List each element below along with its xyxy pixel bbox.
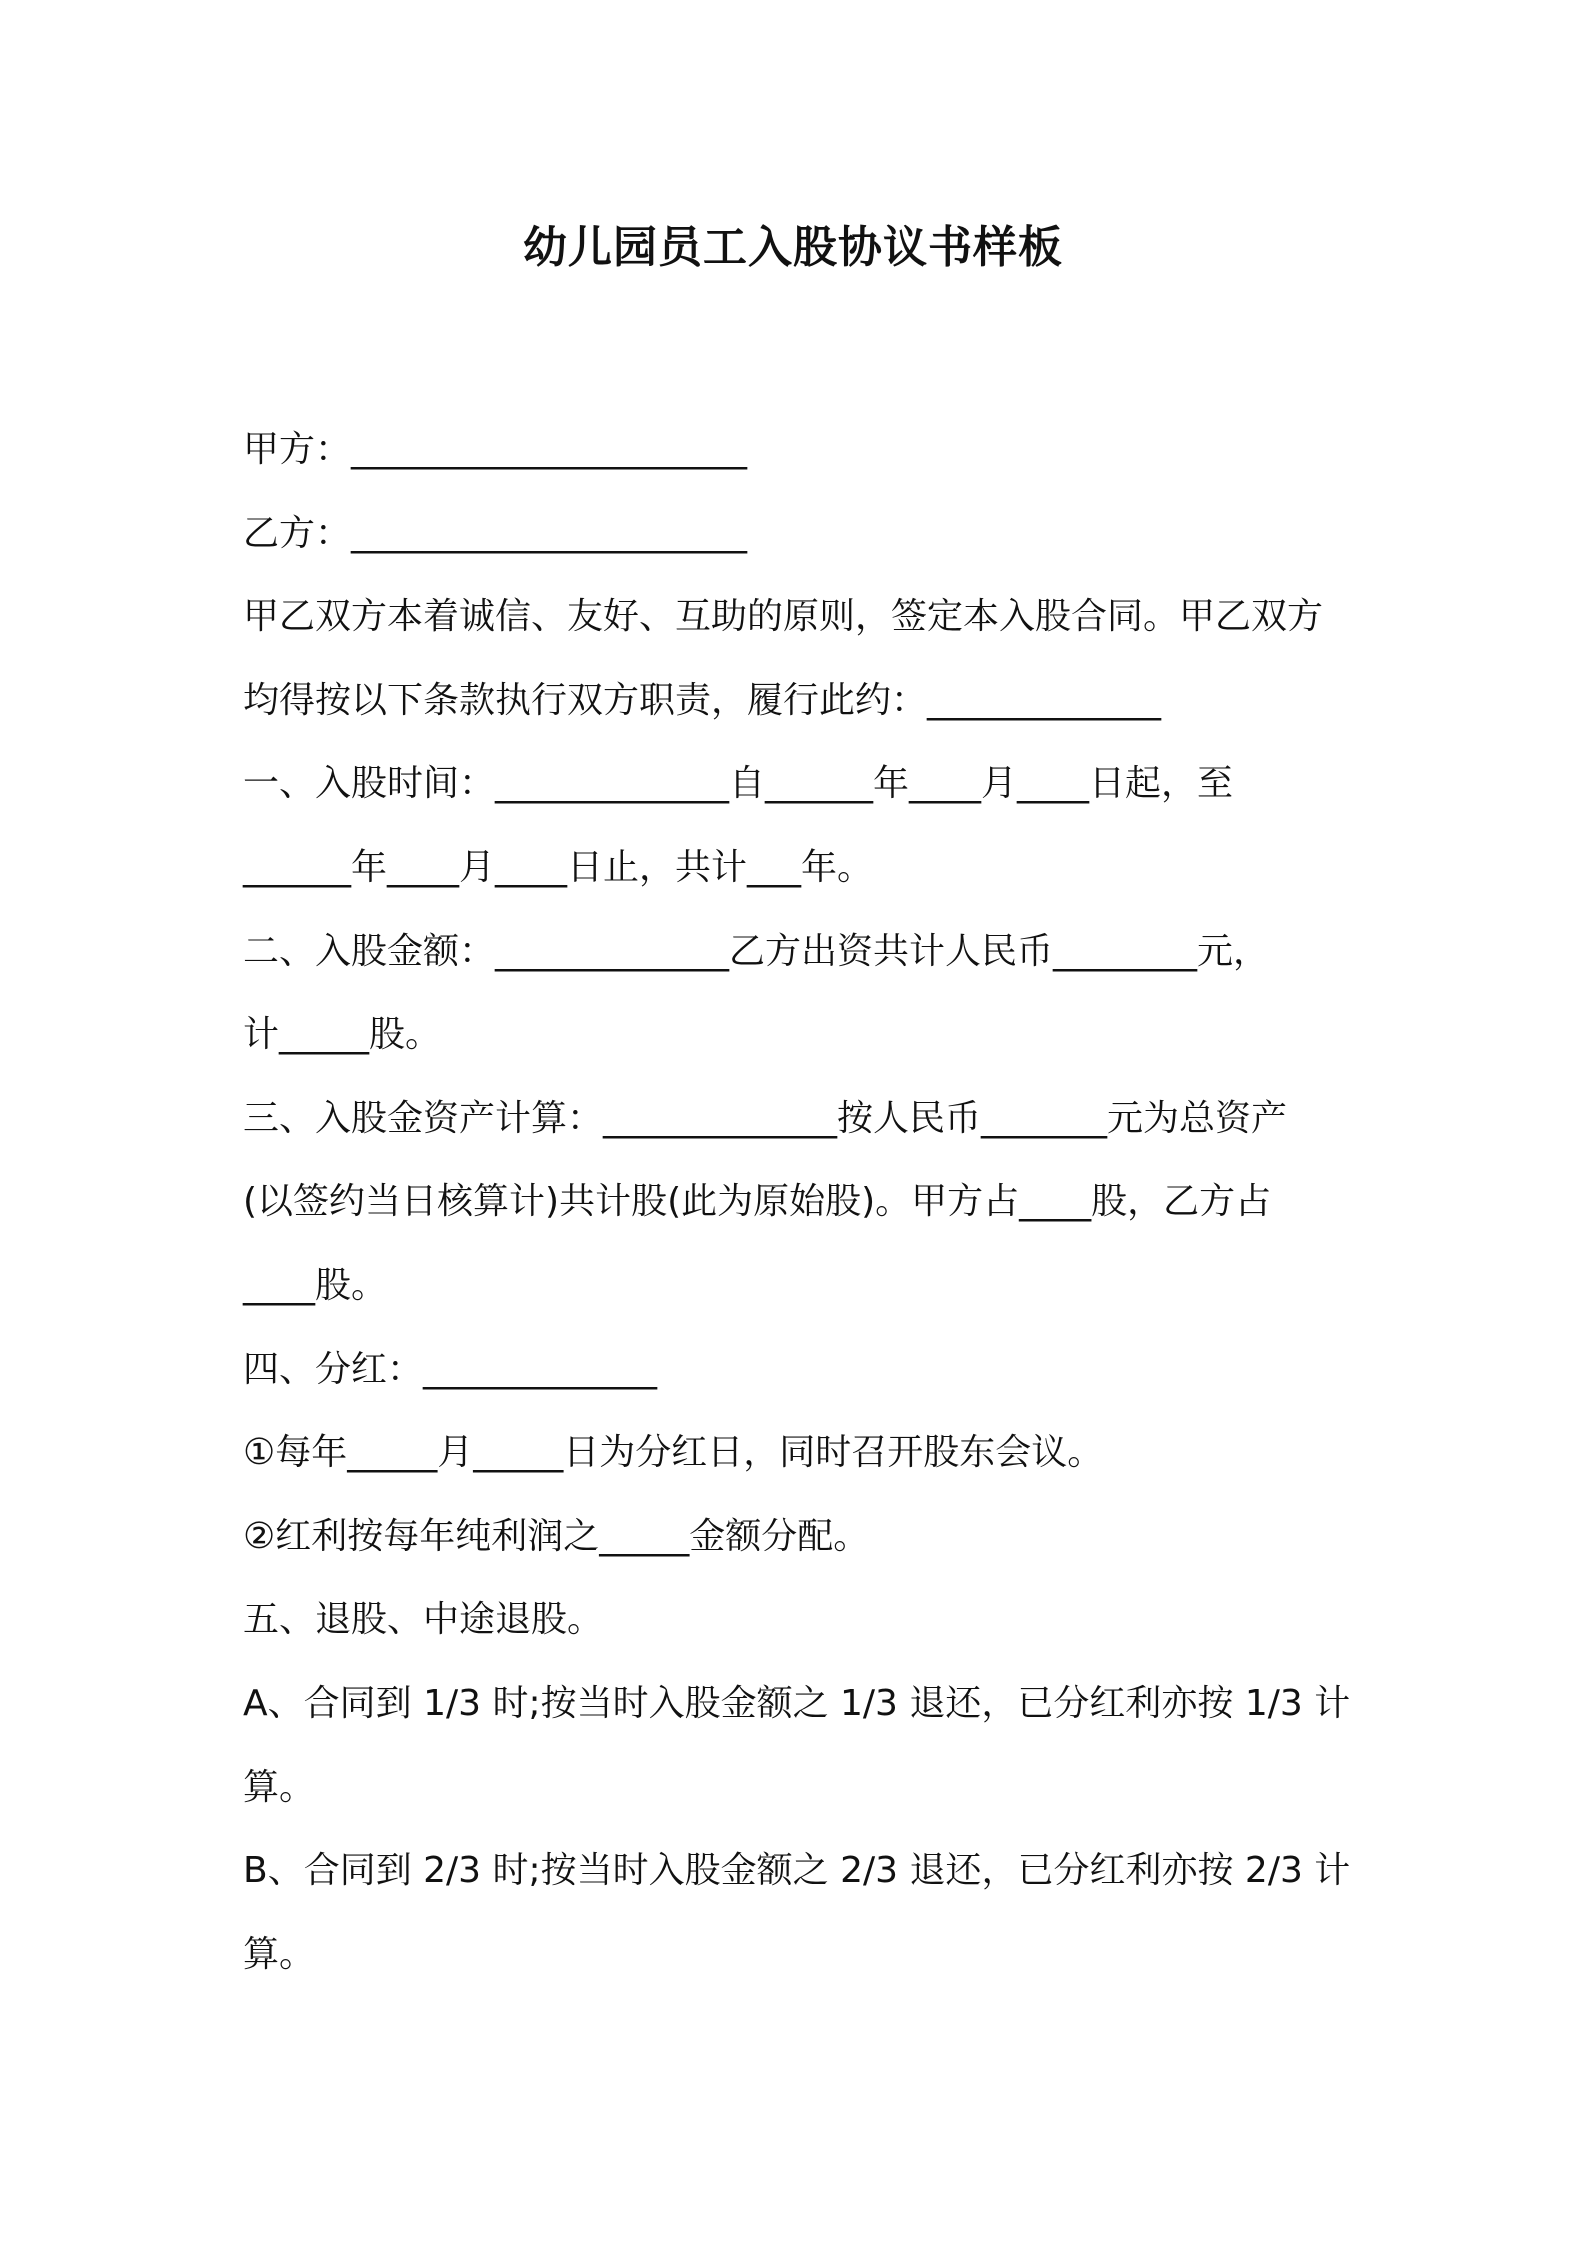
clause-5-b-line-1: B、合同到 2/3 时;按当时入股金额之 2/3 退还，已分红利亦按 2/3 计 xyxy=(243,1850,1351,1892)
clause-5-heading: 五、退股、中途退股。 xyxy=(243,1599,604,1641)
clause-3-line-2: (以签约当日核算计)共计股(此为原始股)。甲方占____股，乙方占 xyxy=(243,1181,1272,1223)
clause-2-line-1: 二、入股金额：_____________乙方出资共计人民币________元， xyxy=(243,930,1270,972)
clause-4-item-1: ①每年_____月_____日为分红日，同时召开股东会议。 xyxy=(243,1432,1104,1474)
clause-1-line-1: 一、入股时间：_____________自______年____月____日起，至 xyxy=(243,763,1234,805)
clause-4-heading: 四、分红：_____________ xyxy=(243,1348,658,1390)
clause-3-line-1: 三、入股金资产计算：_____________按人民币_______元为总资产 xyxy=(243,1097,1288,1139)
clause-4-item-2: ②红利按每年纯利润之_____金额分配。 xyxy=(243,1515,870,1557)
preamble-line-2: 均得按以下条款执行双方职责，履行此约：_____________ xyxy=(243,679,1162,721)
party-b-line: 乙方：______________________ xyxy=(243,512,748,554)
party-a-line: 甲方：______________________ xyxy=(243,429,748,470)
preamble-line-1: 甲乙双方本着诚信、友好、互助的原则，签定本入股合同。甲乙双方 xyxy=(243,596,1324,638)
document-title: 幼儿园员工入股协议书样板 xyxy=(523,222,1063,273)
clause-3-line-3: ____股。 xyxy=(243,1264,388,1306)
clause-5-a-line-2: 算。 xyxy=(243,1766,316,1808)
clause-5-b-line-2: 算。 xyxy=(243,1933,316,1975)
clause-1-line-2: ______年____月____日止，共计___年。 xyxy=(243,846,874,888)
clause-2-line-2: 计_____股。 xyxy=(243,1014,442,1056)
clause-5-a-line-1: A、合同到 1/3 时;按当时入股金额之 1/3 退还，已分红利亦按 1/3 计 xyxy=(243,1682,1351,1724)
document-body xyxy=(243,408,1373,1996)
